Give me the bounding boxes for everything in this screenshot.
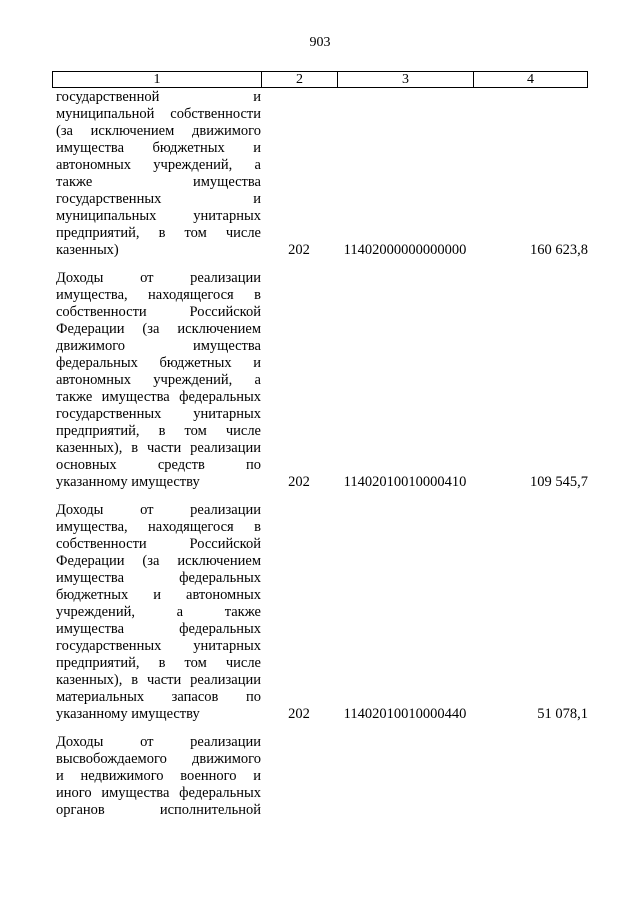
header-col-1: 1 xyxy=(53,72,262,87)
description-line: муниципальных унитарных xyxy=(56,208,261,224)
description-line: имущества, находящегося в xyxy=(56,287,261,303)
row-admin-code: 202 xyxy=(288,706,310,722)
description-line: муниципальной собственности xyxy=(56,106,261,122)
description-line: основных средств по xyxy=(56,457,261,473)
description-line: имущества федеральных xyxy=(56,570,261,586)
table-row xyxy=(52,89,588,259)
description-line: автономных учреждений, а xyxy=(56,372,261,388)
row-admin-code: 202 xyxy=(288,242,310,258)
description-line: государственных и xyxy=(56,191,261,207)
row-admin-code: 202 xyxy=(288,474,310,490)
row-description xyxy=(52,502,261,723)
description-line: собственности Российской xyxy=(56,536,261,552)
description-line: Доходы от реализации xyxy=(56,270,261,286)
table-row xyxy=(52,502,588,723)
description-line: предприятий, в том числе xyxy=(56,655,261,671)
description-line: имущества федеральных xyxy=(56,621,261,637)
description-line: иного имущества федеральных xyxy=(56,785,261,801)
description-line: органов исполнительной xyxy=(56,802,261,818)
description-line: также имущества федеральных xyxy=(56,389,261,405)
description-line: движимого имущества xyxy=(56,338,261,354)
table-header xyxy=(52,71,588,88)
table-body xyxy=(52,89,588,830)
header-col-4: 4 xyxy=(527,72,534,87)
description-line: указанному имуществу xyxy=(56,706,200,722)
description-line: (за исключением движимого xyxy=(56,123,261,139)
header-col-2: 2 xyxy=(262,72,338,87)
row-budget-code: 11402010010000440 xyxy=(343,706,467,722)
description-line: и недвижимого военного и xyxy=(56,768,261,784)
header-col-3: 3 xyxy=(338,72,474,87)
page-number: 903 xyxy=(309,35,331,50)
description-line: имущества, находящегося в xyxy=(56,519,261,535)
row-amount: 51 078,1 xyxy=(537,706,588,722)
row-amount: 160 623,8 xyxy=(530,242,588,258)
description-line: предприятий, в том числе xyxy=(56,225,261,241)
description-line: казенных) xyxy=(56,242,119,258)
description-line: Доходы от реализации xyxy=(56,502,261,518)
description-line: указанному имуществу xyxy=(56,474,200,490)
description-line: предприятий, в том числе xyxy=(56,423,261,439)
description-line: государственных унитарных xyxy=(56,406,261,422)
row-amount: 109 545,7 xyxy=(530,474,588,490)
description-line: казенных), в части реализации xyxy=(56,672,261,688)
description-line: имущества бюджетных и xyxy=(56,140,261,156)
description-line: казенных), в части реализации xyxy=(56,440,261,456)
description-line: государственной и xyxy=(56,89,261,105)
description-line: федеральных бюджетных и xyxy=(56,355,261,371)
description-line: государственных унитарных xyxy=(56,638,261,654)
table-row xyxy=(52,734,588,819)
table-row xyxy=(52,270,588,491)
description-line: материальных запасов по xyxy=(56,689,261,705)
description-line: Федерации (за исключением xyxy=(56,321,261,337)
description-line: высвобождаемого движимого xyxy=(56,751,261,767)
description-line: также имущества xyxy=(56,174,261,190)
row-description xyxy=(52,89,261,259)
row-description xyxy=(52,734,261,819)
description-line: учреждений, а также xyxy=(56,604,261,620)
description-line: бюджетных и автономных xyxy=(56,587,261,603)
description-line: собственности Российской xyxy=(56,304,261,320)
row-budget-code: 11402000000000000 xyxy=(343,242,467,258)
description-line: Федерации (за исключением xyxy=(56,553,261,569)
row-description xyxy=(52,270,261,491)
row-budget-code: 11402010010000410 xyxy=(343,474,467,490)
description-line: автономных учреждений, а xyxy=(56,157,261,173)
description-line: Доходы от реализации xyxy=(56,734,261,750)
